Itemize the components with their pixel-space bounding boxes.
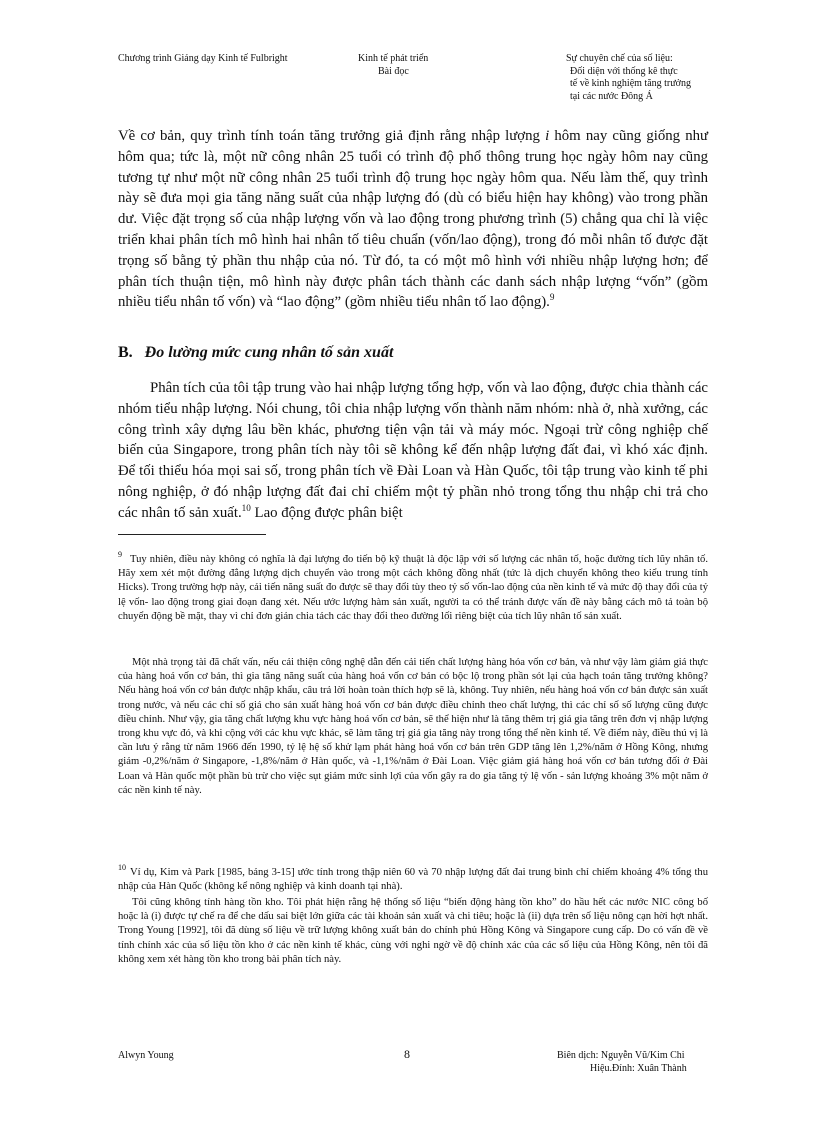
section-title: Đo lường mức cung nhân tố sản xuất [144,344,394,361]
paragraph-text: Lao động được phân biệt [250,504,403,521]
footnote-text: Tuy nhiên, điều này không có nghĩa là đại lượng đo tiến bộ kỹ thuật là độc lập với số lượng các nhân tố, hoặc đường tích lũy nhân tố. Hãy xem xét một đường đẳng lượng dịch chuyển vào trong một cách không đồng nhất (tức là dịch chuyển không theo kiểu trung tính Hicks). Trong trường hợp này, cải tiến năng suất đo được sẽ thay đổi tùy theo tỷ số vốn-lao động của nền kinh tế và mức độ thay đổi của tỷ lệ vốn- lao động trong giai đoạn đang xét. Nếu ước lượng hàm sản xuất, người ta có thể tránh được vấn đề này bằng cách mô tả toàn bộ chuyển động bề mặt, thay vì chỉ đơn giản chia tách các thay đổi theo đường lối riêng biệt của tích lũy nhân tố sản xuất. [118,554,708,622]
header-program: Chương trình Giảng dạy Kinh tế Fulbright [118,53,288,64]
page-number: 8 [404,1047,410,1061]
paragraph-text: Về cơ bản, quy trình tính toán tăng trưởng giả định rằng nhập lượng [118,128,546,144]
footnote-ref-10[interactable]: 10 [241,502,251,513]
footnote-number: 9 [118,550,122,560]
paragraph-text: Phân tích của tôi tập trung vào hai nhập lượng tổng hợp, vốn và lao động, được chia thành các nhóm tiểu nhập lượng. Nói chung, tôi chia nhập lượng vốn thành năm nhóm: nhà ở, nhà xưởng, các công trình xây dựng lâu bền khác, phương tiện vận tải và máy móc. Ngoại trừ công nghiệp chế biến của Singapore, trong phân tích này tôi sẽ không kể đến nhập lượng đất đai, vì khó xác định. Để tối thiểu hóa mọi sai số, trong phân tích về Đài Loan và Hàn Quốc, tôi tập trung vào kinh tế phi nông nghiệp, ở đó nhập lượng đất đai chỉ chiếm một tỷ phần nhỏ trong tổng thu nhập chi trả cho các nhân tố sản xuất. [118,380,708,521]
footnote-10-continued: Tôi cũng không tính hàng tồn kho. Tôi phát hiện rằng hệ thống số liệu “biến động hàng tồn kho” do hầu hết các nước NIC công bố hoặc là (i) được tự chế ra để che dấu sai biệt lớn giữa các tài khoản sản xuất và chi tiêu; hoặc là (ii) dựa trên số liệu nông cạn hời hợt nhất. Trong Young [1992], tôi đã dùng số liệu về trữ lượng không xuất bản do chính phủ Hồng Kông và Singapore cung cấp. Do có vấn đề về tính chính xác của số liệu tồn kho ở các nền kinh tế khác, cùng với nghi ngờ về độ chính xác của các số liệu của Hồng Kông, nên tôi đã không xem xét hàng tồn kho trong bài phân tích này. [118,897,708,965]
footnote-separator [118,534,266,535]
footnote-9-continued: Một nhà trọng tài đã chất vấn, nếu cải thiện công nghệ dẫn đến cải tiến chất lượng hàng hóa vốn cơ bản, và như vậy làm giảm giá thực của hàng hoá vốn cơ bản, thì gia tăng năng suất của hàng hoá vốn cơ bản có bộc lộ trong phần sót lại của hạch toán tăng trưởng không? Nếu hàng hoá vốn cơ bản được nhập khẩu, câu trả lời hoàn toàn thích hợp sẽ là, không. Tuy nhiên, nếu hàng hoá vốn cơ bản được sản xuất trong nước, và nếu các chỉ số giá cho sản xuất hàng hoá vốn cơ bản được điều chỉnh theo chất lượng, thì các chỉ số số lượng cũng được điều chỉnh. Như vậy, gia tăng chất lượng khu vực hàng hoá vốn cơ bản, sẽ thể hiện như là tăng thêm trị giá gia tăng trên đơn vị nhập lượng trong khu vực đó, và khi cộng với các khu vực khác, sẽ làm tăng trị giá gia tăng này trong tổng thể nền kinh tế. Về điểm này, điều thú vị là cần lưu ý rằng từ năm 1966 đến 1990, tỷ lệ hệ số khử lạm phát hàng hoá vốn cơ bản trên GDP tăng lên 1,2%/năm ở Hồng Kông, nhưng giảm -0,2%/năm ở Singapore, -1,8%/năm ở Hàn quốc, và -1,1%/năm ở Đài Loan. Việc giảm giá hàng hoá vốn cơ bản tương đối ở Đài Loan và Hàn quốc một phần bù trừ cho việc sụt giảm mức sinh lợi của vốn gây ra do gia tăng tỷ lệ vốn - sản lượng khoảng 3% một năm ở các nền kinh tế này. [118,657,708,796]
body-paragraph-1 [118,126,708,313]
body-paragraph-2 [118,378,708,524]
header-title-line-3: tế về kinh nghiệm tăng trưởng [570,78,691,89]
footnote-text: Ví dụ, Kim và Park [1985, bảng 3-15] ước tính trong thập niên 60 và 70 nhập lượng đất đai trung bình chỉ chiếm khoảng 4% tổng thu nhập của Hàn Quốc (không kể nông nghiệp và kinh doanh tại nhà). [118,867,708,893]
footer-author: Alwyn Young [118,1050,174,1061]
section-letter: B. [118,344,133,361]
header-title-line-2: Đối diện với thống kê thực [570,65,678,77]
footer-translator: Biên dịch: Nguyễn Vũ/Kim Chi [557,1050,685,1061]
footer-credits [557,1050,717,1075]
footnote-ref-9[interactable]: 9 [549,292,555,303]
footnote-number: 10 [118,863,126,873]
variable-i: i [545,128,550,144]
section-heading [118,344,393,362]
header-title-line-1: Sự chuyên chế của số liệu: [566,53,673,64]
paragraph-text: hôm nay cũng giống như hôm qua; tức là, một nữ công nhân 25 tuổi có trình độ phổ thông trung học ngày hôm nay cũng tương tự như một nữ công nhân 25 tuổi trình độ trung học ngày hôm qua. Nếu làm thế, quy trình này sẽ đưa mọi gia tăng năng suất của nhập lượng đó (dù có biểu hiện hay không) vào trong phần dư. Việc đặt trọng số của nhập lượng vốn và lao động trong phương trình (5) chẳng qua chỉ là việc triển khai phân tích mô hình hai nhân tố tiêu chuẩn (vốn/lao động), trong đó mỗi nhân tố được đặt trọng số bằng tỷ phần thu nhập của nó. Từ đó, ta có một mô hình với nhiều nhập lượng hơn; để phân tích thuận tiện, mô hình này được phân tách thành các danh sách nhập lượng “vốn” (gồm nhiều tiểu nhân tố vốn) và “lao động” (gồm nhiều tiểu nhân tố lao động). [118,128,709,311]
header-course [358,53,456,78]
header-reading-label: Bài đọc [378,65,409,77]
footer-editor: Hiệu.Đính: Xuân Thành [590,1062,687,1074]
header-course-title: Kinh tế phát triển [358,53,429,64]
footnote-9 [118,550,708,624]
header-title-line-4: tại các nước Đông Á [570,90,653,102]
footnote-10 [118,863,708,894]
header-article-title [566,53,726,103]
